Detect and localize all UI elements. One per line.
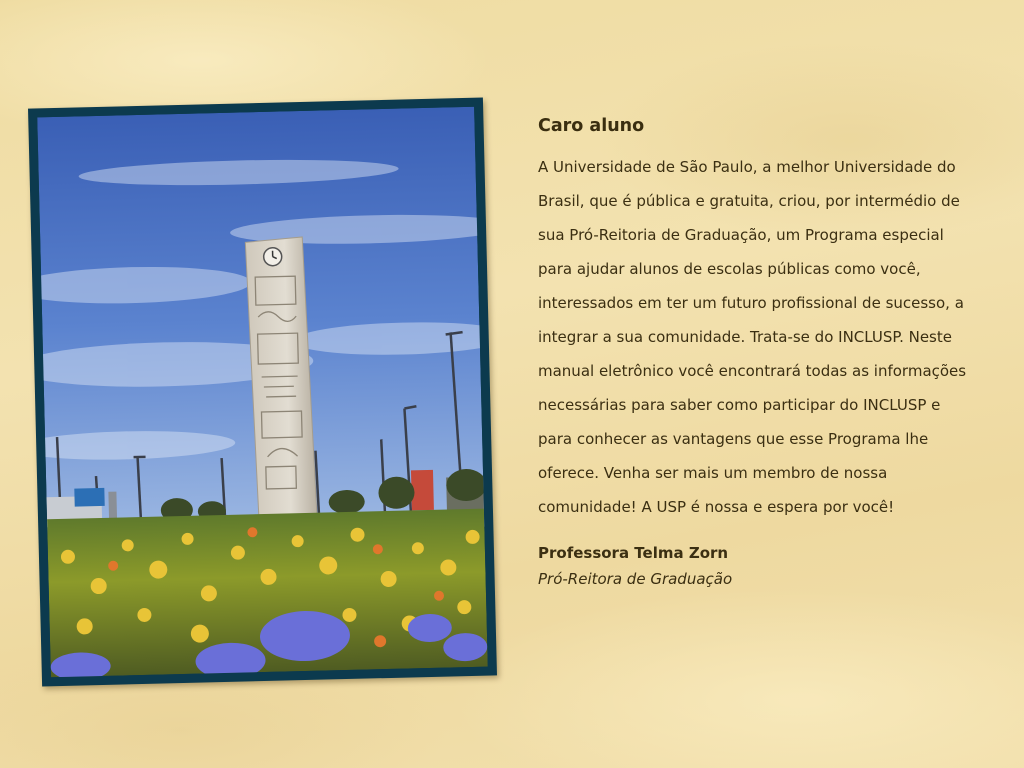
letter-greeting: Caro aluno bbox=[538, 116, 645, 136]
photo-frame bbox=[28, 98, 497, 687]
flower-field bbox=[47, 509, 488, 678]
usp-clock-tower-photo bbox=[37, 107, 488, 678]
letter-body: A Universidade de São Paulo, a melhor Universidade do Brasil, que é pública e gratuita, criou, por intermédio de sua Pró-Reitoria de Graduação, um Programa especial para ajudar alunos de escolas públicas como você, interessados em ter um futuro profissional de sucesso, a integrar a sua comunidade. Trata-se do INCLUSP. Neste manual eletrônico você encontrará todas as informações necessárias para saber como participar do INCLUSP e para conhecer as vantagens que esse Programa lhe oferece. Venha ser mais um membro de nossa comunidade! A USP é nossa e espera por você! bbox=[538, 158, 967, 516]
letter bbox=[538, 116, 978, 588]
signature-role: Pró-Reitora de Graduação bbox=[538, 570, 733, 588]
signature-name: Professora Telma Zorn bbox=[538, 544, 729, 562]
